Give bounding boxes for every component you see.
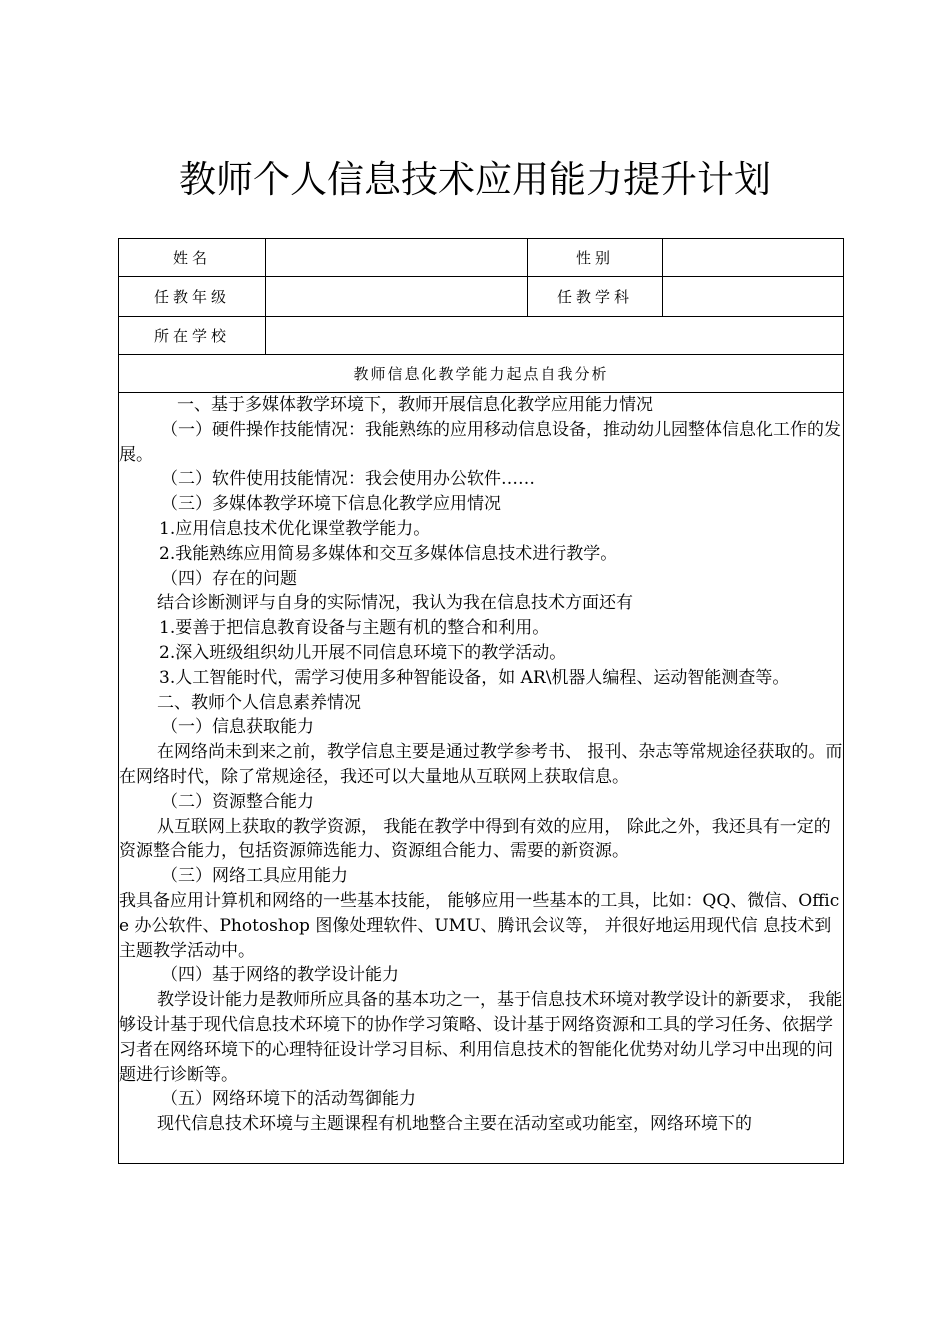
self-analysis-content [119, 393, 844, 1164]
content-paragraph: （三）多媒体教学环境下信息化教学应用情况 [161, 494, 501, 515]
form-row-content [119, 393, 844, 1164]
name-label: 姓名 [119, 239, 266, 277]
subject-label: 任教学科 [528, 277, 663, 317]
content-paragraph: 1.应用信息技术优化课堂教学能力。 [159, 518, 431, 539]
content-paragraph: 现代信息技术环境与主题课程有机地整合主要在活动室或功能室，网络环境下的 [157, 1114, 752, 1135]
school-label: 所在学校 [119, 317, 266, 355]
content-paragraph: 2.深入班级组织幼儿开展不同信息环境下的教学活动。 [159, 642, 567, 663]
gender-label: 性别 [528, 239, 663, 277]
form-row-grade-subject [119, 277, 844, 317]
content-paragraph: 1.要善于把信息教育设备与主题有机的整合和利用。 [159, 618, 550, 639]
plan-form-table [118, 238, 844, 1164]
form-row-school [119, 317, 844, 355]
content-paragraph: （四）基于网络的教学设计能力 [161, 965, 399, 986]
form-row-name-gender [119, 239, 844, 277]
gender-field[interactable] [663, 239, 844, 277]
name-field[interactable] [266, 239, 528, 277]
content-paragraph: 从互联网上获取的教学资源， 我能在教学中得到有效的应用， 除此之外，我还具有一定的资源整合能力，包括资源筛选能力、资源组合能力、需要的新资源。 [119, 816, 831, 862]
grade-label: 任教年级 [119, 277, 266, 317]
section-title: 教师信息化教学能力起点自我分析 [119, 355, 844, 393]
grade-field[interactable] [266, 277, 528, 317]
content-paragraph: （二）资源整合能力 [161, 791, 314, 812]
subject-field[interactable] [663, 277, 844, 317]
content-paragraph: 2.我能熟练应用简易多媒体和交互多媒体信息技术进行教学。 [159, 543, 618, 564]
school-field[interactable] [266, 317, 844, 355]
content-paragraph: （五）网络环境下的活动驾御能力 [161, 1089, 416, 1110]
document-title: 教师个人信息技术应用能力提升计划 [179, 158, 771, 201]
content-paragraph: （二）软件使用技能情况：我会使用办公软件…… [161, 469, 535, 490]
content-paragraph: 在网络尚未到来之前，教学信息主要是通过教学参考书、 报刊、杂志等常规途径获取的。而在网络时代，除了常规途径，我还可以大量地从互联网上获取信息。 [119, 742, 843, 787]
content-paragraph: 教学设计能力是教师所应具备的基本功之一，基于信息技术环境对教学设计的新要求， 我能够设计基于现代信息技术环境下的协作学习策略、设计基于网络资源和工具的学习任务、依据学习者在网络环境下的心理特征设计学习目标、利用信息技术的智能化优势对幼儿学习中出现的问题进行诊断等。 [119, 990, 843, 1085]
form-row-section-title [119, 355, 844, 393]
content-paragraph: （一）信息获取能力 [161, 717, 314, 738]
content-paragraph: 二、教师个人信息素养情况 [157, 692, 361, 713]
content-paragraph: 结合诊断测评与自身的实际情况，我认为我在信息技术方面还有 [157, 593, 633, 614]
content-paragraph: （三）网络工具应用能力 [161, 866, 348, 887]
content-paragraph: 3.人工智能时代，需学习使用多种智能设备，如 AR\机器人编程、运动智能测查等。 [159, 667, 790, 688]
content-paragraph: 一、基于多媒体教学环境下，教师开展信息化教学应用能力情况 [177, 395, 653, 415]
content-paragraph: 我具备应用计算机和网络的一些基本技能， 能够应用一些基本的工具，比如：QQ、微信、Office 办公软件、Photoshop 图像处理软件、UMU、腾讯会议等， 并很好地运用现代信 息技术到主题教学活动中。 [119, 890, 840, 961]
content-paragraph: （四）存在的问题 [161, 568, 297, 589]
content-paragraph: （一）硬件操作技能情况：我能熟练的应用移动信息设备，推动幼儿园整体信息化工作的发展。 [119, 419, 841, 465]
